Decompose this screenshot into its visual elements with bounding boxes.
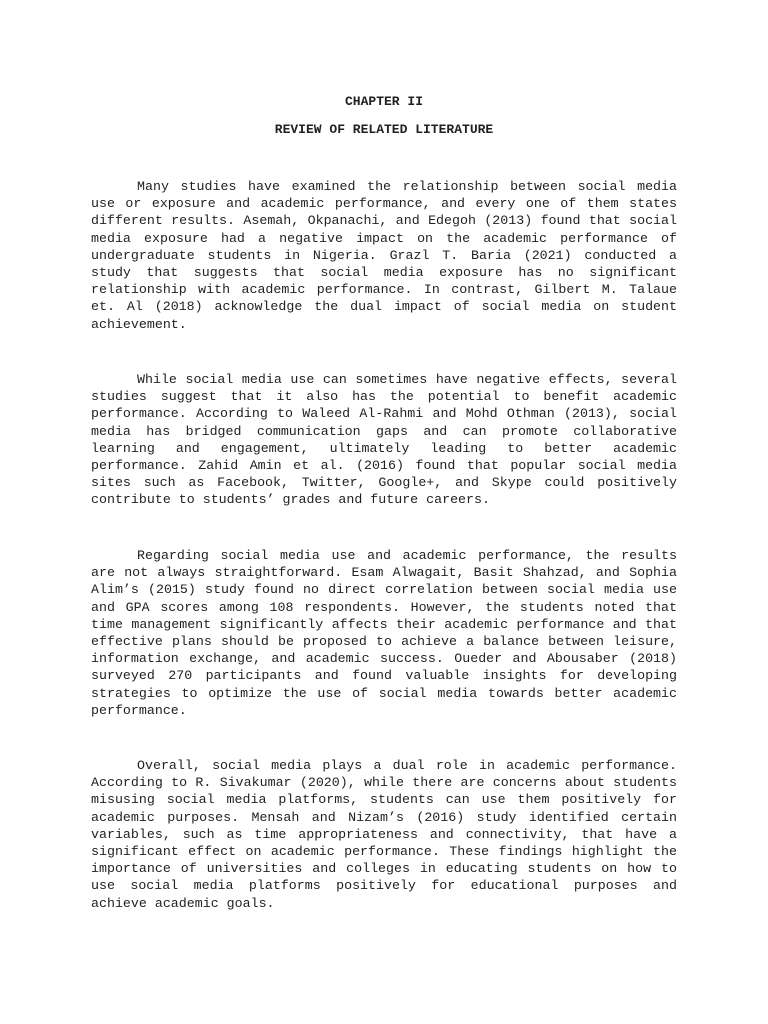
paragraph: Regarding social media use and academic performance, the results are not always straightforward. Esam Alwagait, Basit Shahzad, and Sophia Alim’s (2015) study found no direct correlation between social media use and GPA scores among 108 respondents. However, the students noted that time management significantly affects their academic performance and that effective plans should be proposed to achieve a balance between leisure, information exchange, and academic success. Oueder and Abousaber (2018) surveyed 270 participants and found valuable insights for developing strategies to optimize the use of social media towards better academic performance. xyxy=(91,548,677,718)
paragraph: While social media use can sometimes have negative effects, several studies suggest that it also has the potential to benefit academic performance. According to Waleed Al-Rahmi and Mohd Othman (2013), social media has bridged communication gaps and can promote collaborative learning and engagement, ultimately leading to better academic performance. Zahid Amin et al. (2016) found that popular social media sites such as Facebook, Twitter, Google+, and Skype could positively contribute to students’ grades and future careers. xyxy=(91,372,677,508)
chapter-title: REVIEW OF RELATED LITERATURE xyxy=(274,122,494,137)
chapter-heading: CHAPTER II xyxy=(344,94,423,109)
paragraph: Overall, social media plays a dual role in academic performance. According to R. Sivakumar (2020), while there are concerns about students misusing social media platforms, students can use them positively for academic purposes. Mensah and Nizam’s (2016) study identified certain variables, such as time appropriateness and connectivity, that have a significant effect on academic performance. These findings highlight the importance of universities and colleges in educating students on how to use social media platforms positively for educational purposes and achieve academic goals. xyxy=(91,758,677,911)
paragraph: Many studies have examined the relationship between social media use or exposure and academic performance, and every one of them states different results. Asemah, Okpanachi, and Edegoh (2013) found that social media exposure had a negative impact on the academic performance of undergraduate students in Nigeria. Grazl T. Baria (2021) conducted a study that suggests that social media exposure has no significant relationship with academic performance. In contrast, Gilbert M. Talaue et. Al (2018) acknowledge the dual impact of social media on student achievement. xyxy=(91,179,677,332)
